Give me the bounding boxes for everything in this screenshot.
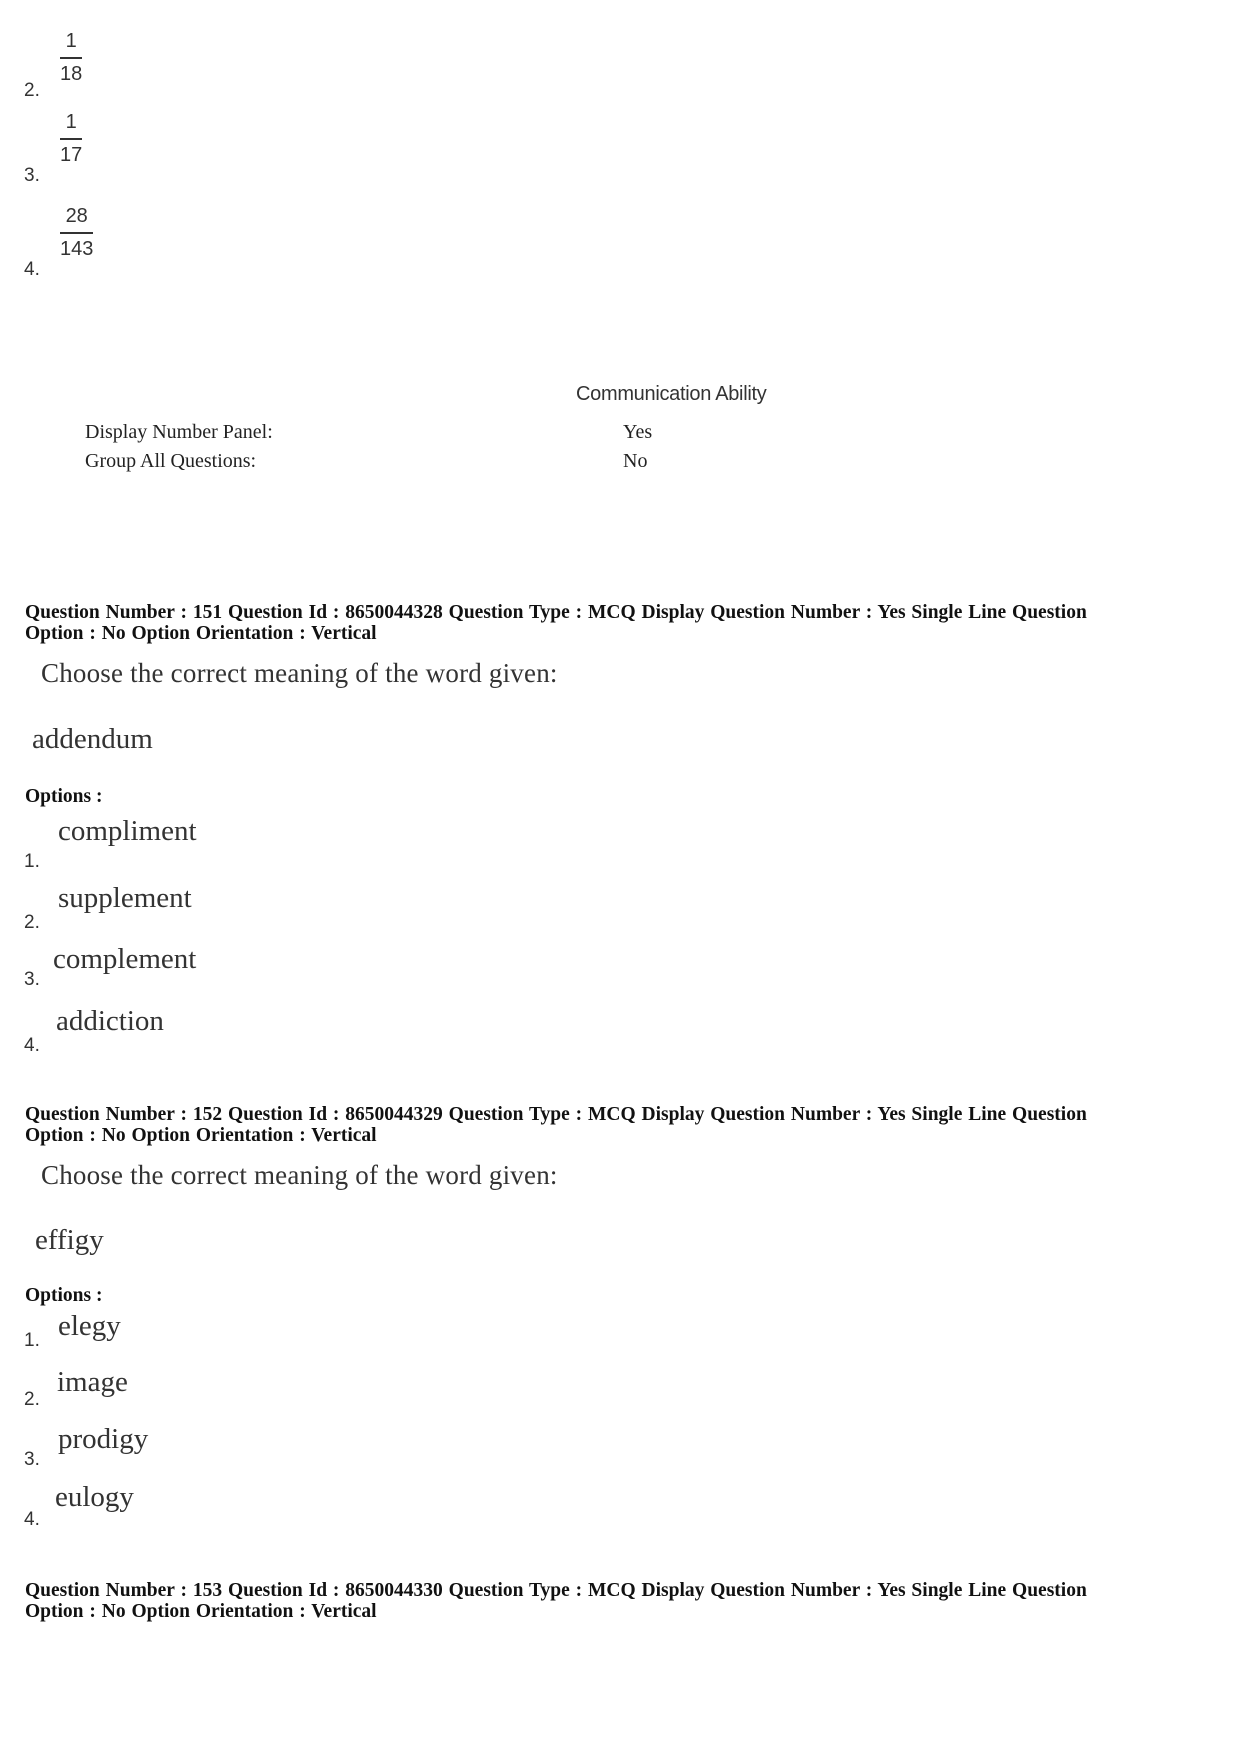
option-text: eulogy xyxy=(55,1481,134,1513)
group-all-questions-label: Group All Questions: xyxy=(85,450,257,472)
option-number: 2. xyxy=(24,912,40,933)
option-number: 1. xyxy=(24,851,40,872)
option-text: elegy xyxy=(58,1310,121,1342)
question-word: effigy xyxy=(35,1224,104,1256)
question-header xyxy=(25,1580,1225,1622)
fraction-bar xyxy=(60,232,93,234)
question-header xyxy=(25,1104,1225,1146)
question-meta-line: Option : No Option Orientation : Vertical xyxy=(25,623,377,644)
options-label: Options : xyxy=(25,1285,103,1306)
option-number: 4. xyxy=(24,259,40,280)
question-prompt: Choose the correct meaning of the word given: xyxy=(41,1160,558,1190)
option-number: 3. xyxy=(24,1449,40,1470)
options-label: Options : xyxy=(25,786,103,807)
option-text: compliment xyxy=(58,815,197,847)
option-number: 2. xyxy=(24,1389,40,1410)
question-meta-line: Option : No Option Orientation : Vertical xyxy=(25,1601,377,1622)
option-number: 3. xyxy=(24,165,40,186)
fraction xyxy=(60,205,93,261)
option-number: 4. xyxy=(24,1035,40,1056)
numerator: 28 xyxy=(65,205,88,227)
question-meta-line: Question Number : 151 Question Id : 8650044328 Question Type : MCQ Display Question Number : Yes Single Line Question xyxy=(25,602,1087,623)
section-title: Communication Ability xyxy=(576,383,767,405)
question-meta-line: Question Number : 152 Question Id : 8650044329 Question Type : MCQ Display Question Number : Yes Single Line Question xyxy=(25,1104,1087,1125)
numerator: 1 xyxy=(65,30,77,52)
fraction-bar xyxy=(60,57,82,59)
denominator: 143 xyxy=(60,238,94,260)
option-number: 3. xyxy=(24,969,40,990)
denominator: 18 xyxy=(60,63,83,85)
group-all-questions-value: No xyxy=(623,450,648,472)
question-header xyxy=(25,602,1225,644)
display-number-panel-value: Yes xyxy=(623,421,653,443)
question-meta-line: Option : No Option Orientation : Vertical xyxy=(25,1125,377,1146)
option-text: supplement xyxy=(58,882,192,914)
question-meta-line: Question Number : 153 Question Id : 8650044330 Question Type : MCQ Display Question Number : Yes Single Line Question xyxy=(25,1580,1087,1601)
denominator: 17 xyxy=(60,144,83,166)
option-text: image xyxy=(57,1366,128,1398)
option-text: addiction xyxy=(56,1005,164,1037)
question-word: addendum xyxy=(32,723,153,755)
option-number: 2. xyxy=(24,80,40,101)
option-number: 1. xyxy=(24,1330,40,1351)
fraction xyxy=(60,111,82,167)
option-number: 4. xyxy=(24,1509,40,1530)
fraction xyxy=(60,30,82,86)
option-text: prodigy xyxy=(58,1423,149,1455)
display-number-panel-label: Display Number Panel: xyxy=(85,421,273,443)
fraction-bar xyxy=(60,138,82,140)
question-prompt: Choose the correct meaning of the word given: xyxy=(41,658,558,688)
option-text: complement xyxy=(53,943,197,975)
numerator: 1 xyxy=(65,111,77,133)
